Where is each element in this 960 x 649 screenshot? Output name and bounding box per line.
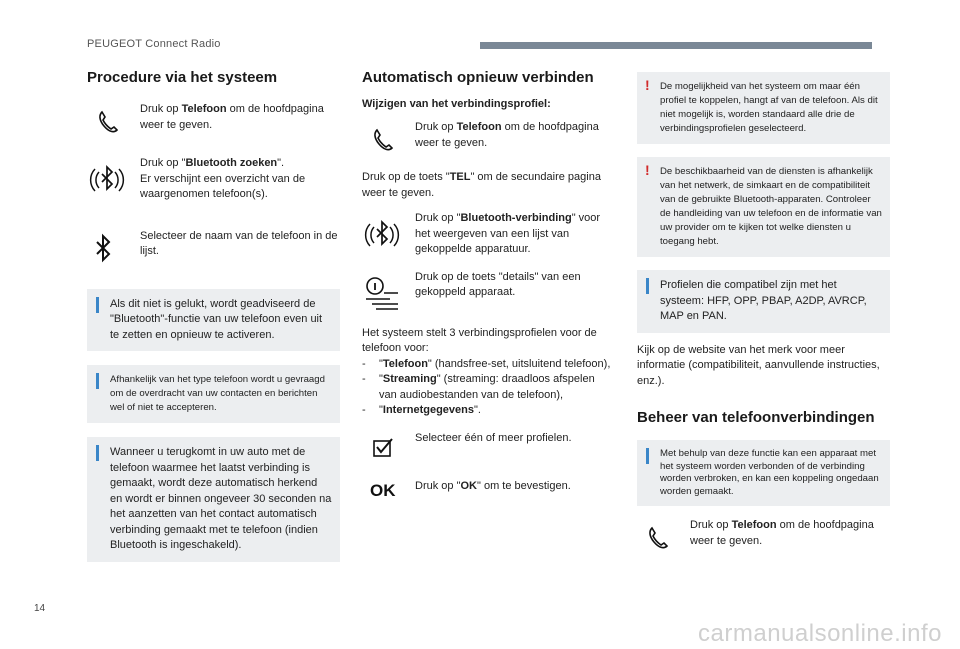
step-text-bold: Telefoon bbox=[181, 103, 227, 115]
list-item: - "Streaming" (streaming: draadloos afspelen van audiobestanden van de telefoon), bbox=[362, 373, 595, 401]
info-note-auto-connect bbox=[87, 437, 340, 562]
note-text: De beschikbaarheid van de diensten is afhankelijk van het netwerk, de simkaart en de compatibiliteit van de gebruikte Bluetooth-apparaten. Controleer de handleiding van uw telefoon en de informatie van uw provider om te kijken tot welke diensten u toegang hebt. bbox=[660, 166, 882, 247]
step-press-telefoon bbox=[637, 518, 890, 558]
step-text-post: om de hoofdpagina weer te geven. bbox=[140, 103, 324, 131]
section-heading-procedure: Procedure via het systeem bbox=[87, 69, 278, 86]
paragraph-profiles-intro: Het systeem stelt 3 verbindingsprofielen voor de telefoon voor: bbox=[362, 326, 597, 354]
section-heading-management: Beheer van telefoonverbindingen bbox=[637, 409, 875, 426]
step-bluetooth-verbinding bbox=[362, 211, 615, 258]
step-text-pre: Druk op " bbox=[415, 212, 461, 224]
bluetooth-search-icon bbox=[87, 156, 127, 196]
step-text-bold: Telefoon bbox=[456, 121, 502, 133]
bluetooth-search-icon bbox=[362, 211, 402, 251]
phone-handset-icon bbox=[637, 518, 677, 558]
bluetooth-icon bbox=[87, 229, 127, 269]
note-text: De mogelijkheid van het systeem om maar één profiel te koppelen, hangt af van de telefoon. Als dit niet mogelijk is, worden standaard alle drie de verbindingsprofielen geselecteerd. bbox=[660, 81, 878, 134]
header-title: PEUGEOT Connect Radio bbox=[87, 38, 221, 50]
section-heading-auto-reconnect: Automatisch opnieuw verbinden bbox=[362, 69, 594, 86]
phone-handset-icon bbox=[87, 102, 127, 142]
info-note-compatible-profiles bbox=[637, 270, 890, 333]
step-text-pre: Druk op " bbox=[140, 157, 186, 169]
step-text-bold: OK bbox=[460, 479, 477, 492]
step-text-line2: Er verschijnt een overzicht van de waargenomen telefoon(s). bbox=[140, 172, 306, 200]
info-note-contacts bbox=[87, 365, 340, 423]
warning-icon: ! bbox=[645, 77, 650, 93]
info-note-management bbox=[637, 440, 890, 506]
column-auto-reconnect bbox=[362, 64, 615, 509]
step-press-telefoon bbox=[362, 120, 615, 160]
note-text: Afhankelijk van het type telefoon wordt u gevraagd om de overdracht van uw contacten en berichten wel of niet te accepteren. bbox=[110, 374, 325, 413]
step-text-pre: Druk op " bbox=[415, 479, 461, 492]
para-text-pre: Druk op de toets " bbox=[362, 171, 450, 183]
warning-note-profile bbox=[637, 72, 890, 144]
step-text-bold: Telefoon bbox=[731, 519, 777, 531]
step-text-bold: Bluetooth-verbinding bbox=[460, 212, 572, 224]
step-text: Selecteer de naam van de telefoon in de lijst. bbox=[140, 229, 338, 257]
info-marker-icon bbox=[96, 373, 99, 389]
warning-icon: ! bbox=[645, 162, 650, 178]
watermark: carmanualsonline.info bbox=[698, 620, 942, 647]
info-note-reactivate bbox=[87, 289, 340, 352]
step-select-profiles bbox=[362, 431, 615, 463]
column-procedure bbox=[87, 64, 340, 562]
note-text: Als dit niet is gelukt, wordt geadviseerd de "Bluetooth"-functie van uw telefoon even uit te zetten en opnieuw te activeren. bbox=[110, 297, 323, 341]
note-text: Met behulp van deze functie kan een apparaat met het systeem worden verbonden of de verbinding worden verbroken, en kan een koppeling ongedaan worden gemaakt. bbox=[660, 448, 879, 497]
subheading-profile: Wijzigen van het verbindingsprofiel: bbox=[362, 98, 551, 110]
step-text-bold: Bluetooth zoeken bbox=[185, 157, 278, 169]
step-text: Druk op de toets "details" van een gekoppeld apparaat. bbox=[415, 270, 581, 298]
column-notes-management bbox=[637, 72, 890, 558]
step-text-post: " voor het weergeven van een lijst van gekoppelde apparatuur. bbox=[415, 212, 601, 255]
paragraph-tel-key bbox=[362, 170, 615, 201]
step-text-pre: Druk op bbox=[140, 103, 182, 115]
paragraph-website: Kijk op de website van het merk voor meer informatie (compatibiliteit, aanvullende instructies, enz.). bbox=[637, 343, 880, 387]
info-marker-icon bbox=[646, 448, 649, 464]
step-text-pre: Druk op bbox=[690, 519, 732, 531]
checkbox-icon bbox=[362, 431, 402, 471]
step-details bbox=[362, 270, 615, 312]
note-text: Wanneer u terugkomt in uw auto met de telefoon waarmee het laatst verbinding is gemaakt, wordt deze automatisch herkend en wordt er binnen ongeveer 30 seconden na het aanzetten van het contact automatisch verbinding gemaakt met te telefoon (indien Bluetooth is ingeschakeld). bbox=[110, 446, 332, 551]
step-bluetooth-zoeken bbox=[87, 156, 340, 203]
step-press-telefoon bbox=[87, 102, 340, 142]
header-accent-bar bbox=[480, 42, 872, 49]
info-marker-icon bbox=[96, 445, 99, 461]
step-text-post: om de hoofdpagina weer te geven. bbox=[415, 121, 599, 149]
step-text-post: om de hoofdpagina weer te geven. bbox=[690, 519, 874, 547]
step-select-phone bbox=[87, 229, 340, 269]
info-marker-icon bbox=[96, 297, 99, 313]
profile-list bbox=[362, 357, 615, 419]
step-text-pre: Druk op bbox=[415, 121, 457, 133]
warning-note-availability bbox=[637, 157, 890, 257]
step-text-post: " om te bevestigen. bbox=[476, 479, 571, 492]
step-text: Selecteer één of meer profielen. bbox=[415, 431, 572, 444]
para-text-post: " om de secundaire pagina weer te geven. bbox=[362, 171, 601, 199]
page-number: 14 bbox=[34, 603, 46, 614]
note-text: Profielen die compatibel zijn met het systeem: HFP, OPP, PBAP, A2DP, AVRCP, MAP en PAN. bbox=[660, 279, 867, 322]
step-press-ok bbox=[362, 479, 615, 509]
list-item: - "Internetgegevens". bbox=[362, 404, 481, 416]
phone-handset-icon bbox=[362, 120, 402, 160]
details-list-icon bbox=[362, 270, 402, 310]
para-text-bold: TEL bbox=[449, 171, 471, 183]
ok-icon: OK bbox=[370, 480, 396, 500]
info-marker-icon bbox=[646, 278, 649, 294]
list-item: - "Telefoon" (handsfree-set, uitsluitend telefoon), bbox=[362, 357, 611, 370]
step-text-post: ". bbox=[277, 157, 285, 169]
